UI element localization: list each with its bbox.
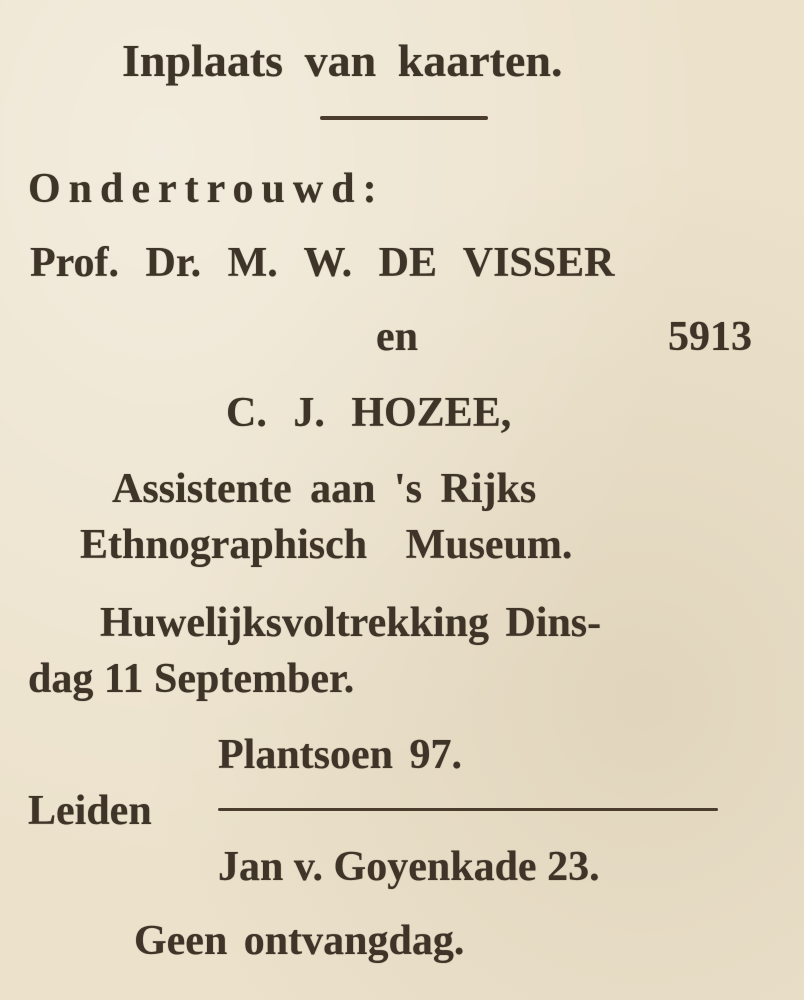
address-goyenkade: Jan v. Goyenkade 23. <box>218 844 600 890</box>
ad-number: 5913 <box>668 314 752 360</box>
address-divider <box>218 808 718 811</box>
heading-divider <box>320 116 488 120</box>
conjunction: en <box>376 314 418 360</box>
groom-name: Prof. Dr. M. W. DE VISSER <box>30 240 615 286</box>
closing-line: Geen ontvangdag. <box>134 918 465 964</box>
notice-heading: Inplaats van kaarten. <box>122 35 563 86</box>
bride-title-line-1: Assistente aan 's Rijks <box>112 466 537 512</box>
wedding-line-1: Huwelijksvoltrekking Dins- <box>100 600 602 646</box>
city-label: Leiden <box>28 788 152 834</box>
announcement-label: Ondertrouwd: <box>28 166 385 212</box>
address-plantsoen: Plantsoen 97. <box>218 732 463 778</box>
wedding-line-2: dag 11 September. <box>28 656 355 702</box>
bride-title-line-2: Ethnographisch Museum. <box>80 522 573 568</box>
bride-name: C. J. HOZEE, <box>226 390 512 436</box>
